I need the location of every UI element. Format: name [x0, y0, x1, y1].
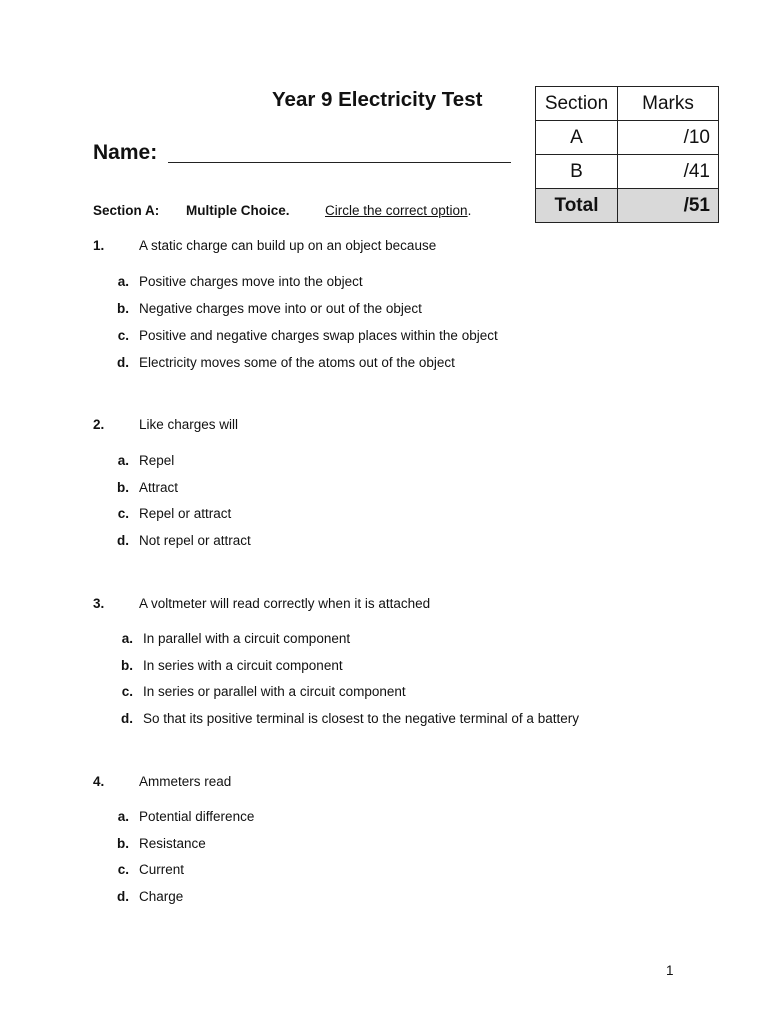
option-letter[interactable]: d.	[117, 889, 129, 904]
page-number: 1	[666, 963, 674, 978]
option-letter[interactable]: a.	[117, 809, 129, 824]
question-text: A voltmeter will read correctly when it is attached	[139, 596, 431, 611]
question-text: Ammeters read	[139, 774, 232, 789]
option-text[interactable]: Current	[139, 862, 185, 877]
marks-table	[535, 86, 719, 223]
option-letter[interactable]: c.	[121, 684, 133, 699]
marks-total-label: Total	[536, 189, 618, 223]
section-instruction	[325, 203, 471, 218]
marks-table-row	[536, 121, 719, 155]
marks-table-header	[536, 87, 719, 121]
option-text[interactable]: Electricity moves some of the atoms out of the object	[139, 355, 455, 370]
marks-table-total-row	[536, 189, 719, 223]
option-text[interactable]: Negative charges move into or out of the object	[139, 301, 422, 316]
option-text[interactable]: Attract	[139, 480, 179, 495]
option-text[interactable]: In series with a circuit component	[143, 658, 343, 673]
option-letter[interactable]: d.	[117, 355, 129, 370]
marks-table-row	[536, 155, 719, 189]
question-number: 3.	[93, 596, 105, 611]
name-field[interactable]	[93, 141, 513, 167]
section-type: Multiple Choice.	[186, 203, 290, 218]
marks-value-cell: /41	[618, 155, 719, 189]
option-text[interactable]: Positive and negative charges swap places within the object	[139, 328, 498, 343]
question-text: Like charges will	[139, 417, 239, 432]
option-letter[interactable]: b.	[117, 836, 129, 851]
option-text[interactable]: Positive charges move into the object	[139, 274, 363, 289]
option-text[interactable]: Resistance	[139, 836, 206, 851]
section-label: Section A:	[93, 203, 160, 218]
option-letter[interactable]: a.	[117, 453, 129, 468]
option-text[interactable]: Potential difference	[139, 809, 255, 824]
option-text[interactable]: In series or parallel with a circuit component	[143, 684, 406, 699]
marks-total-value: /51	[618, 189, 719, 223]
option-text[interactable]: Repel	[139, 453, 175, 468]
marks-value-cell: /10	[618, 121, 719, 155]
option-letter[interactable]: b.	[121, 658, 133, 673]
option-text[interactable]: In parallel with a circuit component	[143, 631, 351, 646]
page-title: Year 9 Electricity Test	[272, 88, 483, 111]
option-text[interactable]: Charge	[139, 889, 184, 904]
option-letter[interactable]: b.	[117, 301, 129, 316]
question-number: 2.	[93, 417, 105, 432]
name-label: Name:	[93, 141, 158, 164]
marks-table-col-section: Section	[536, 87, 618, 121]
option-letter[interactable]: d.	[121, 711, 133, 726]
option-text[interactable]: Repel or attract	[139, 506, 232, 521]
option-letter[interactable]: b.	[117, 480, 129, 495]
option-text[interactable]: So that its positive terminal is closest to the negative terminal of a battery	[143, 711, 579, 726]
question-number: 1.	[93, 238, 105, 253]
option-letter[interactable]: c.	[117, 862, 129, 877]
option-letter[interactable]: c.	[117, 328, 129, 343]
marks-table-col-marks: Marks	[618, 87, 719, 121]
option-letter[interactable]: c.	[117, 506, 129, 521]
option-letter[interactable]: a.	[117, 274, 129, 289]
option-letter[interactable]: a.	[121, 631, 133, 646]
question-number: 4.	[93, 774, 105, 789]
option-letter[interactable]: d.	[117, 533, 129, 548]
question-text: A static charge can build up on an object because	[139, 238, 437, 253]
marks-section-cell: B	[536, 155, 618, 189]
option-text[interactable]: Not repel or attract	[139, 533, 251, 548]
section-instruction-text: Circle the correct option	[325, 203, 468, 218]
name-underline	[168, 162, 511, 163]
marks-section-cell: A	[536, 121, 618, 155]
section-instruction-end: .	[467, 203, 472, 218]
